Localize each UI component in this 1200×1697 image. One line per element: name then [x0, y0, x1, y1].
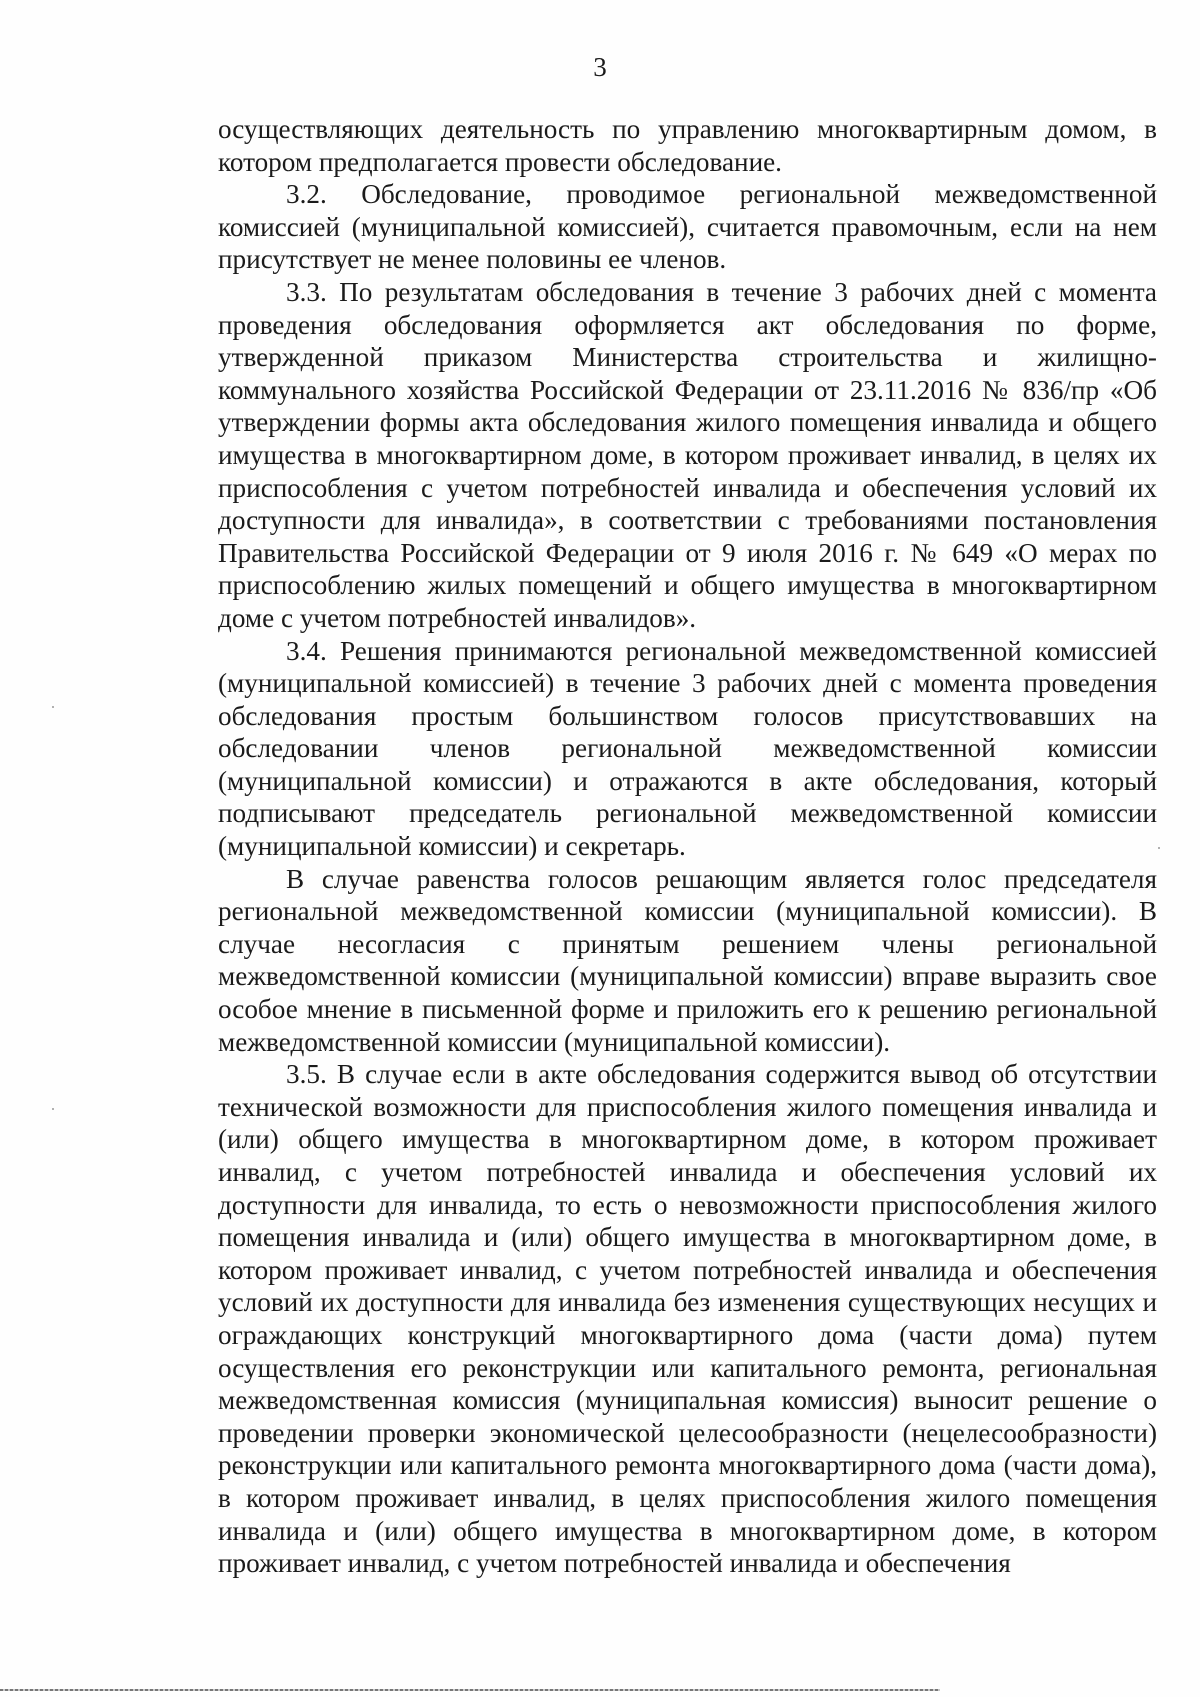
paragraph-tie-vote: В случае равенства голосов решающим является голос председателя региональной межведомственной комиссии (муниципальной комиссии). В случае несогласия с принятым решением члены региональной межведомственной комиссии (муниципальной комиссии) вправе выразить свое особое мнение в письменной форме и приложить его к решению региональной межведомственной комиссии (муниципальной комиссии). — [218, 863, 1157, 1057]
scan-speck — [1158, 847, 1160, 849]
paragraph-3-4: 3.4. Решения принимаются региональной межведомственной комиссией (муниципальной комиссией) в течение 3 рабочих дней с момента проведения обследования простым большинством голосов присутствовавших на обследовании членов региональной межведомственной комиссии (муниципальной комиссии) и отражаются в акте обследования, который подписывают председатель региональной межведомственной комиссии (муниципальной комиссии) и секретарь. — [218, 635, 1157, 862]
paragraph-continuation: осуществляющих деятельность по управлению многоквартирным домом, в котором предполагается провести обследование. — [218, 114, 1157, 177]
scan-edge-line — [0, 1689, 940, 1691]
paragraph-3-2: 3.2. Обследование, проводимое региональной межведомственной комиссией (муниципальной комиссией), считается правомочным, если на нем присутствует не менее половины ее членов. — [218, 179, 1157, 275]
page-number: 3 — [593, 52, 607, 82]
paragraph-3-3: 3.3. По результатам обследования в течение 3 рабочих дней с момента проведения обследования оформляется акт обследования по форме, утвержденной приказом Министерства строительства и жилищно-коммунального хозяйства Российской Федерации от 23.11.2016 № 836/пр «Об утверждении формы акта обследования жилого помещения инвалида и общего имущества в многоквартирном доме, в котором проживает инвалид, в целях их приспособления с учетом потребностей инвалида и обеспечения условий их доступности для инвалида», в соответствии с требованиями постановления Правительства Российской Федерации от 9 июля 2016 г. № 649 «О мерах по приспособлению жилых помещений и общего имущества в многоквартирном доме с учетом потребностей инвалидов». — [218, 276, 1157, 633]
scan-speck — [52, 706, 54, 708]
document-body — [218, 113, 1157, 1580]
paragraph-3-5: 3.5. В случае если в акте обследования содержится вывод об отсутствии технической возможности для приспособления жилого помещения инвалида и (или) общего имущества в многоквартирном доме, в котором проживает инвалид, с учетом потребностей инвалида и обеспечения условий их доступности для инвалида, то есть о невозможности приспособления жилого помещения инвалида и (или) общего имущества в многоквартирном доме, в котором проживает инвалид, с учетом потребностей инвалида и обеспечения условий их доступности для инвалида без изменения существующих несущих и ограждающих конструкций многоквартирного дома (части дома) путем осуществления его реконструкции или капитального ремонта, региональная межведомственная комиссия (муниципальная комиссия) выносит решение о проведении проверки экономической целесообразности (нецелесообразности) реконструкции или капитального ремонта многоквартирного дома (части дома), в котором проживает инвалид, в целях приспособления жилого помещения инвалида и (или) общего имущества в многоквартирном доме, в котором проживает инвалид, с учетом потребностей инвалида и обеспечения — [218, 1059, 1157, 1579]
scan-speck — [52, 1108, 54, 1110]
